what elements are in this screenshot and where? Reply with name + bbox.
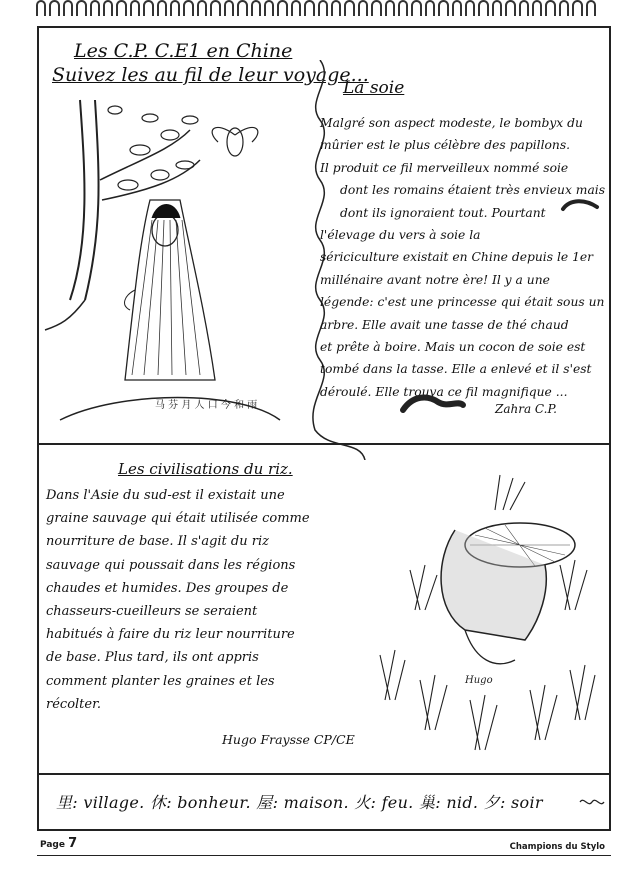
- text-line: dont ils ignoraient tout. Pourtant: [340, 205, 546, 220]
- svg-text:马 芬 月 人 口 今 和 雨: 马 芬 月 人 口 今 和 雨: [155, 400, 258, 411]
- text-line: graine sauvage qui était utilisée comme: [46, 511, 310, 527]
- text-line: arbre. Elle avait une tasse de thé chaud: [320, 317, 569, 332]
- spiral-binding: [36, 0, 596, 18]
- riz-text: [46, 484, 376, 716]
- text-line: chasseurs-cueilleurs se seraient: [46, 604, 258, 620]
- text-line: de base. Plus tard, ils ont appris: [46, 650, 259, 666]
- text-line: Dans l'Asie du sud-est il existait une: [46, 488, 285, 503]
- footer-line: [37, 855, 611, 856]
- signature-hugo: Hugo Fraysse CP/CE: [222, 732, 355, 747]
- silkworm-drawing: [398, 390, 468, 420]
- text-line: nourriture de base. Il s'agit du riz: [46, 534, 269, 550]
- text-line: dont les romains étaient très envieux mais: [340, 183, 606, 198]
- text-line: et prête à boire. Mais un cocon de soie est: [320, 340, 586, 355]
- spiral-doodle: [578, 794, 608, 810]
- text-line: récolter.: [46, 696, 102, 712]
- text-line: comment planter les graines et les: [46, 673, 275, 689]
- section-divider: [37, 443, 611, 445]
- drawing-signature: Hugo: [465, 675, 493, 686]
- page-title: Les C.P. C.E1 en Chine: [74, 40, 293, 62]
- text-line: chaudes et humides. Des groupes de: [46, 580, 289, 596]
- text-line: légende: c'est une princesse qui était sous un: [320, 295, 605, 310]
- page-subtitle: Suivez les au fil de leur voyage...: [52, 64, 369, 86]
- signature-zahra: Zahra C.P.: [495, 402, 557, 416]
- soie-text: [320, 112, 604, 403]
- text-line: Il produit ce fil merveilleux nommé soie: [320, 160, 569, 175]
- text-line: millénaire avant notre ère! Il y a une: [320, 272, 550, 287]
- text-line: tombé dans la tasse. Elle a enlevé et il s'est: [320, 362, 592, 377]
- page-label: Page: [40, 840, 65, 850]
- vocabulary-line: 里: village. 休: bonheur. 屋: maison. 火: feu. 巢: nid. 夕: soir: [56, 793, 543, 812]
- princess-tree-drawing: [40, 90, 320, 440]
- text-line: l'élevage du vers à soie la: [320, 228, 481, 243]
- page-number-value: 7: [68, 836, 78, 851]
- text-line: sauvage qui poussait dans les régions: [46, 557, 296, 573]
- text-line: déroulé. Elle trouva ce fil magnifique ...: [320, 384, 568, 399]
- text-line: mûrier est le plus célèbre des papillons.: [320, 138, 571, 153]
- text-line: habitués à faire du riz leur nourriture: [46, 627, 295, 643]
- silkworm-small-drawing: [560, 195, 600, 215]
- text-line: Malgré son aspect modeste, le bombyx du: [320, 116, 583, 130]
- section-title-riz: Les civilisations du riz.: [118, 460, 293, 478]
- vocab-divider: [37, 773, 611, 775]
- text-line: sériciculture existait en Chine depuis le 1er: [320, 250, 594, 265]
- rice-farmer-drawing: [375, 470, 605, 770]
- magazine-name: Champions du Stylo: [509, 842, 605, 852]
- page-number: [40, 836, 77, 851]
- section-title-soie: La soie: [343, 78, 405, 98]
